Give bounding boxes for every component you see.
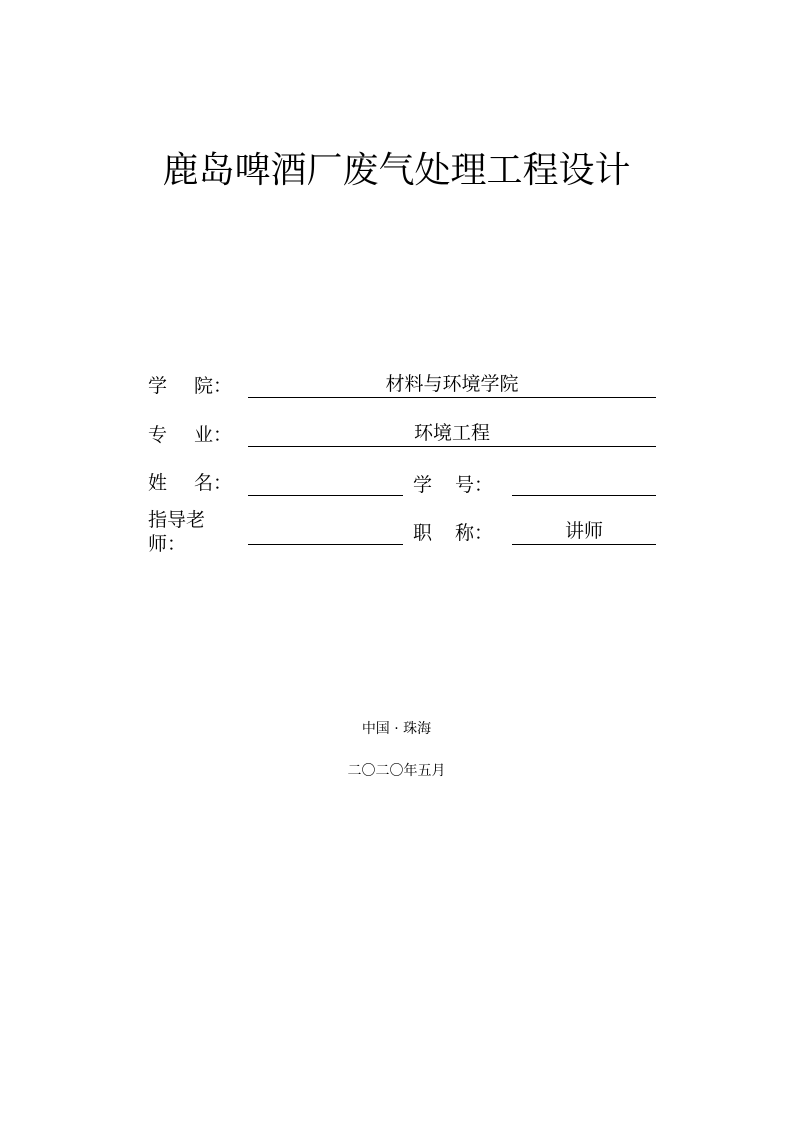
rank-label-char2: 称： [454,522,493,544]
footer-date: 二〇二〇年五月 [347,763,446,779]
name-label-char2: 名： [193,472,232,494]
major-label-char1: 专 [148,424,168,446]
rank-label-char1: 职 [413,522,433,544]
college-label [148,374,232,398]
document-title: 鹿岛啤酒厂废气处理工程设计 [162,150,631,191]
major-field: 环境工程 [248,420,656,447]
college-field: 材料与环境学院 [248,371,656,398]
name-field [248,469,403,496]
major-label-char2: 业： [193,424,232,446]
name-label-char1: 姓 [148,472,168,494]
rank-label [413,521,493,545]
student-id-label-char1: 学 [413,474,433,496]
advisor-label-text: 指导老师： [148,509,206,555]
college-label-char1: 学 [148,375,168,397]
advisor-label [148,509,240,555]
student-id-label-char2: 号： [454,474,493,496]
student-id-label [413,473,493,497]
name-label [148,471,232,495]
rank-field: 讲师 [512,518,656,545]
advisor-field [248,518,403,545]
footer-location: 中国 · 珠海 [361,721,432,737]
major-label [148,423,232,447]
college-label-char2: 院： [193,375,232,397]
student-id-field [512,469,656,496]
